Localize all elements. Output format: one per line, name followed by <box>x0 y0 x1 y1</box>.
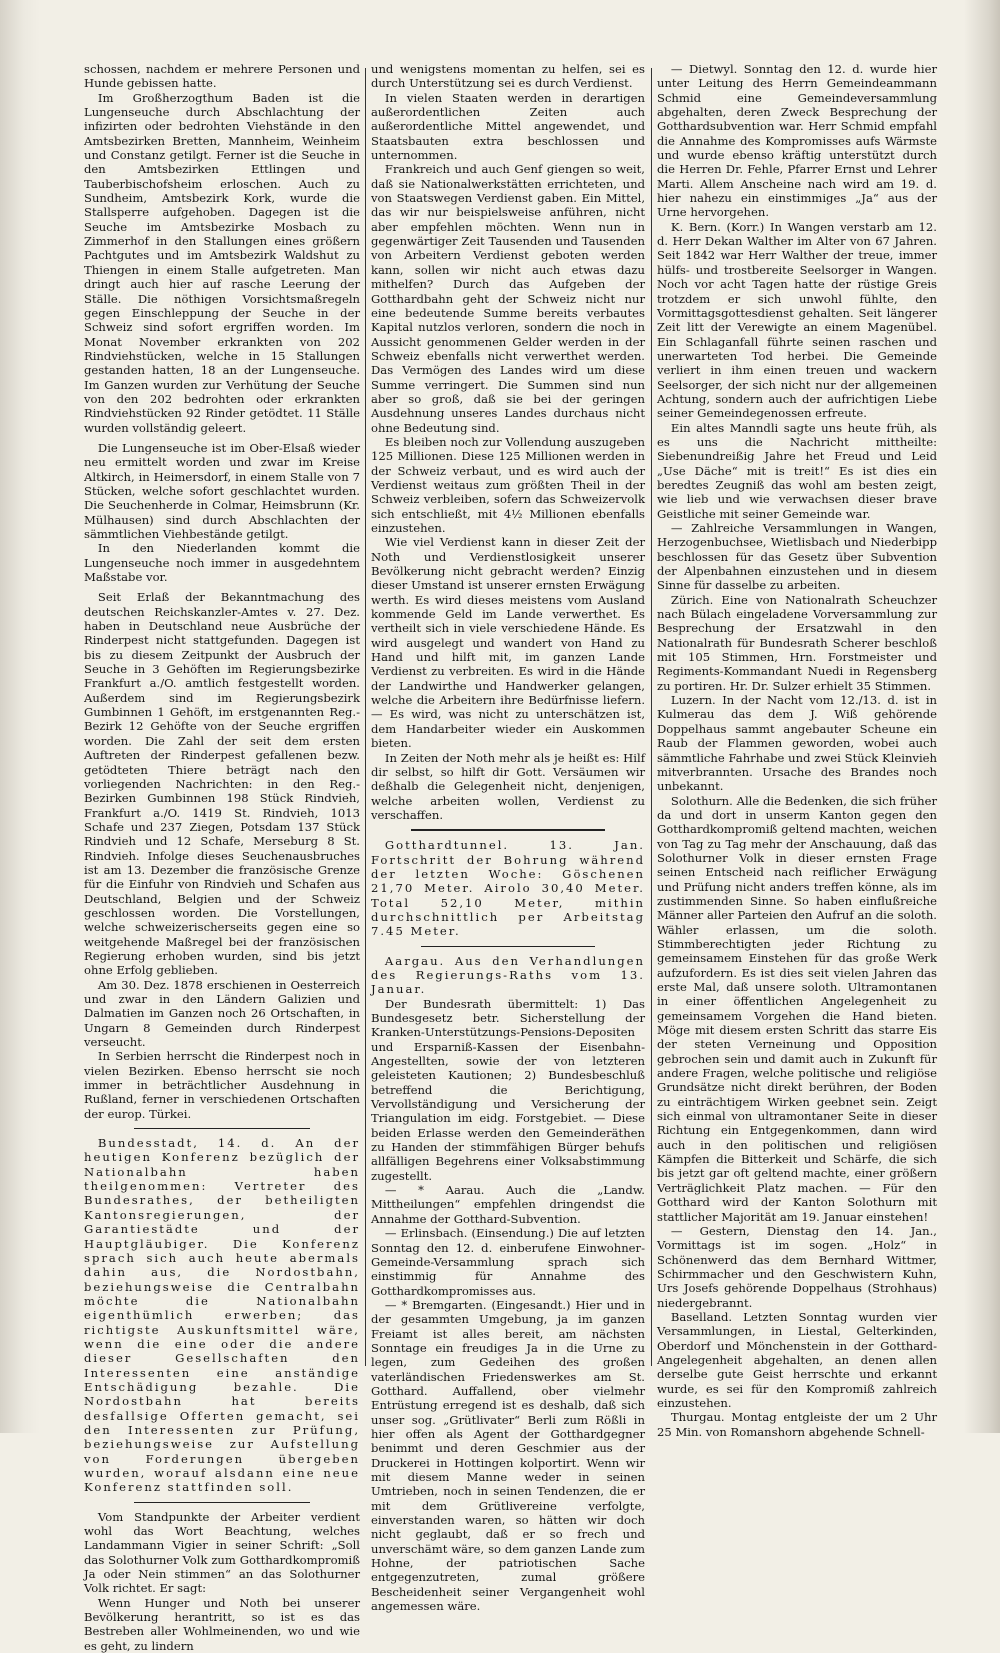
article-thurgau: Thurgau. Montag entgleiste der um 2 Uhr 25 Min. von Romanshorn abgehende Schnell- <box>657 1410 937 1439</box>
page-edge-shadow <box>964 0 1000 1433</box>
paragraph: Es bleiben noch zur Vollendung auszugeben 125 Millionen. Diese 125 Millionen werden in der Schweiz verbaut, und es wird auch der Verdienst weitaus zum größten Theil in der Schweiz verbleiben, sofern das Schweizervolk sich entschließt, mit 4½ Millionen ebenfalls einzustehen. <box>371 434 645 535</box>
middle-column <box>371 62 645 1614</box>
paragraph: Der Bundesrath übermittelt: 1) Das Bundesgesetz betr. Sicherstellung der Kranken-Unterstützungs-Pensions-Depositen und Ersparniß-Kassen der Eisenbahn-Angestellten, sowie der von letzteren geleisteten Kautionen; 2) Bundesbeschluß betreffend die Berichtigung, Vervollständigung und Versicherung der Triangulation im eidg. Forstgebiet. — Diese beiden Erlasse werden den Gemeinderäthen zu Handen der stimmfähigen Bürger behufs allfälligen Begehrens einer Volksabstimmung zugestellt. <box>371 996 645 1183</box>
article-bern: K. Bern. (Korr.) In Wangen verstarb am 12. d. Herr Dekan Walther im Alter von 67 Jahren. Seit 1842 war Herr Walther der treue, immer hülfs- und trostbereite Seelsorger in Wangen. Noch vor acht Tagen hatte der rüstige Greis trotzdem er sich unwohl fühlte, den Vormittagsgottesdienst gehalten. Seit längerer Zeit litt der Verewigte an einem Magenübel. Ein Schlaganfall führte seinen raschen und unerwarteten Tod herbei. Die Gemeinde verliert in ihm einen treuen und wackern Seelsorger, der sich nicht nur der allgemeinen Achtung, sondern auch der aufrichtigen Liebe seiner Gemeindegenossen erfreute. <box>657 219 937 421</box>
paragraph: Wenn Hunger und Noth bei unserer Bevölkerung herantritt, so ist es das Bestreben aller Wohlmeinenden, wo und wie es geht, zu lindern <box>84 1595 360 1653</box>
paragraph: schossen, nachdem er mehrere Personen und Hunde gebissen hatte. <box>84 62 360 91</box>
paragraph: In den Niederlanden kommt die Lungenseuche noch immer in ausgedehntem Maßstabe vor. <box>84 541 360 585</box>
right-column <box>657 62 937 1439</box>
article-gotthardtunnel: Gotthardtunnel. 13. Jan. Fortschritt der Bohrung während der letzten Woche: Göschenen 21,70 Meter. Airolo 30,40 Meter. Total 52,10 Meter, mithin durchschnittlich per Arbeitstag 7.45 Meter. <box>371 838 645 939</box>
paragraph: — Zahlreiche Versammlungen in Wangen, Herzogenbuchsee, Wietlisbach und Niederbipp beschlossen für das Gesetz über Subvention der Alpenbahnen einzustehen und in diesem Sinne für dasselbe zu arbeiten. <box>657 521 937 593</box>
paragraph: — Dietwyl. Sonntag den 12. d. wurde hier unter Leitung des Herrn Gemeindeammann Schmid eine Gemeindeversammlung abgehalten, deren Zweck Besprechung der Gotthardsubvention war. Herr Schmid empfahl die Annahme des Kompromisses aufs Wärmste und wurde ebenso kräftig unterstützt durch die Herren Dr. Fehle, Pfarrer Ernst und Lehrer Marti. Allem Anscheine nach wird am 19. d. hier nahezu ein einstimmiges „Ja“ aus der Urne hervorgehen. <box>657 62 937 220</box>
paragraph: In Zeiten der Noth mehr als je heißt es: Hilf dir selbst, so hilft dir Gott. Versäumen wir deßhalb die Gelegenheit nicht, denjenigen, welche arbeiten wollen, Verdienst zu verschaffen. <box>371 750 645 822</box>
left-column <box>84 62 360 1653</box>
paragraph: Die Lungenseuche ist im Ober-Elsaß wieder neu ermittelt worden und zwar im Kreise Altkirch, in Heimersdorf, in einem Stalle von 7 Stücken, welche sofort geschlachtet wurden. Die Seuchenherde in Colmar, Heimsbrunn (Kr. Mülhausen) sind durch Abschlachten der sämmtlichen Viehbestände getilgt. <box>84 440 360 541</box>
article-bundesstadt: Bundesstadt, 14. d. An der heutigen Konferenz bezüglich der Nationalbahn haben theilgenommen: Vertreter des Bundesrathes, der betheiligten Kantonsregierungen, der Garantiestädte und der Hauptgläubiger. Die Konferenz sprach sich auch heute abermals dahin aus, die Nordostbahn, beziehungsweise die Centralbahn möchte die Nationalbahn eigenthümlich erwerben; das richtigste Auskunftsmittel wäre, wenn die eine oder die andere dieser Gesellschaften den Interessenten eine anständige Entschädigung bezahle. Die Nordostbahn hat bereits desfallsige Offerten gemacht, sei den Interessenten zur Prüfung, beziehungsweise zur Aufstellung von Forderungen übergeben wurden, worauf alsdann eine neue Konferenz stattfinden soll. <box>84 1136 360 1495</box>
paragraph: Vom Standpunkte der Arbeiter verdient wohl das Wort Beachtung, welches Landammann Vigier in seiner Schrift: „Soll das Solothurner Volk zum Gotthardkompromiß Ja oder Nein stimmen“ an das Solothurner Volk richtet. Er sagt: <box>84 1509 360 1596</box>
paragraph: In Serbien herrscht die Rinderpest noch in vielen Bezirken. Ebenso herrscht sie noch immer in beträchtlicher Ausdehnung in Rußland, ferner in verschiedenen Ortschaften der europ. Türkei. <box>84 1049 360 1121</box>
page-spine-shadow <box>0 0 40 1433</box>
paragraph: Ein altes Manndli sagte uns heute früh, als es uns die Nachricht mittheilte: Siebenundreißig Jahre het Freud und Leid „Use Däche“ mit is treit!“ Es ist dies ein beredtes Zeugniß das wohl am besten zeigt, wie lieb und wie verwachsen dieser brave Geistliche mit seiner Gemeinde war. <box>657 420 937 521</box>
paragraph: Frankreich und auch Genf giengen so weit, daß sie Nationalwerkstätten errichteten, und von Staatswegen Verdienst gaben. Ein Mittel, das wir nur beispielsweise anführen, nicht aber empfehlen möchten. Wenn nun in gegenwärtiger Zeit Tausenden und Tausenden von Arbeitern Verdienst geboten werden kann, sollen wir nicht auch etwas dazu mithelfen? Durch das Aufgeben der Gotthardbahn geht der Schweiz nicht nur eine bedeutende Summe bereits verbautes Kapital nutzlos verloren, sondern die noch in Aussicht genommenen Gelder werden in der Schweiz ebenfalls nicht verwerthet werden. Das Vermögen des Landes wird um diese Summe verringert. Die Summen sind nun aber so groß, daß sie bei der geringen Ausdehnung unseres Landes durchaus nicht ohne Bedeutung sind. <box>371 162 645 435</box>
section-divider <box>134 1128 310 1129</box>
paragraph: In vielen Staaten werden in derartigen außerordentlichen Zeiten auch außerordentliche Mittel angewendet, und Staatsbauten extra beschlossen und unternommen. <box>371 90 645 163</box>
section-divider <box>411 829 605 831</box>
article-luzern: Luzern. In der Nacht vom 12./13. d. ist in Kulmerau das dem J. Wiß gehörende Doppelhaus sammt angebauter Scheune ein Raub der Flammen geworden, wobei auch sämmtliche Fahrhabe und zwei Stück Kleinvieh mitverbrannten. Ursache des Brandes noch unbekannt. <box>657 693 937 794</box>
column-rule <box>651 68 652 1366</box>
paragraph: — Gestern, Dienstag den 14. Jan., Vormittags ist im sogen. „Holz“ in Schönenwerd das dem Bernhard Wittmer, Schirmmacher und den Geschwistern Kuhn, Urs Josefs gehörende Doppelhaus (Strohhaus) niedergebrannt. <box>657 1223 937 1310</box>
article-baselland: Baselland. Letzten Sonntag wurden vier Versammlungen, in Liestal, Gelterkinden, Oberdorf und Mönchenstein in der Gotthard-Angelegenheit abgehalten, an denen allen derselbe gute Geist herrschte und erkannt wurde, es sei für den Kompromiß zahlreich einzustehen. <box>657 1309 937 1410</box>
paragraph: Am 30. Dez. 1878 erschienen in Oesterreich und zwar in den Ländern Galizien und Dalmatien im Ganzen noch 26 Ortschaften, in Ungarn 8 Gemeinden durch Rinderpest verseucht. <box>84 977 360 1050</box>
section-divider <box>421 946 595 947</box>
column-rule <box>365 68 366 1366</box>
article-zuerich: Zürich. Eine von Nationalrath Scheuchzer nach Bülach eingeladene Vorversammlung zur Besprechung der Ersatzwahl in den Nationalrath für Bundesrath Scherer beschloß mit 105 Stimmen, Hrn. Forstmeister und Regiments-Kommandant Nuedi in Regensberg zu portiren. Hr. Dr. Sulzer erhielt 35 Stimmen. <box>657 592 937 693</box>
paragraph: und wenigstens momentan zu helfen, sei es durch Unterstützung sei es durch Verdienst. <box>371 62 645 91</box>
section-divider <box>134 1502 310 1503</box>
paragraph: — * Aarau. Auch die „Landw. Mittheilungen“ empfehlen dringendst die Annahme der Gotthard-Subvention. <box>371 1183 645 1226</box>
paragraph: — Erlinsbach. (Einsendung.) Die auf letzten Sonntag den 12. d. einberufene Einwohner-Gemeinde-Versammlung sprach sich einstimmig für Annahme des Gotthardkompromisses aus. <box>371 1226 645 1298</box>
paragraph: Seit Erlaß der Bekanntmachung des deutschen Reichskanzler-Amtes v. 27. Dez. haben in Deutschland neue Ausbrüche der Rinderpest nicht stattgefunden. Dagegen ist bis zu diesem Zeitpunkt der Ausbruch der Seuche in 3 Gehöften im Regierungsbezirke Frankfurt a./O. amtlich festgestellt worden. Außerdem sind im Regierungsbezirk Gumbinnen 1 Gehöft, im erstgenannten Reg.-Bezirk 12 Gehöfte von der Seuche ergriffen worden. Die Zahl der seit dem ersten Auftreten der Rinderpest gefallenen bezw. getödteten Thiere beträgt nach den vorliegenden Nachrichten: in den Reg.-Bezirken Gumbinnen 198 Stück Rindvieh, Frankfurt a./O. 1419 St. Rindvieh, 1013 Schafe und 237 Ziegen, Potsdam 137 Stück Rindvieh und 12 Schafe, Merseburg 8 St. Rindvieh. Infolge dieses Seuchenausbruches ist am 13. Dezember die französische Grenze für die Einfuhr von Rindvieh und Schafen aus Deutschland, Belgien und der Schweiz geschlossen worden. Die Vorstellungen, welche schweizerischerseits gegen eine so weitgehende Maßregel bei der französischen Regierung erhoben wurden, sind bis jetzt ohne Erfolg geblieben. <box>84 590 360 978</box>
paragraph: — * Bremgarten. (Eingesandt.) Hier und in der gesammten Umgebung, ja im ganzen Freiamt ist alles bereit, am nächsten Sonntage ein freudiges Ja in die Urne zu legen, zum Gedeihen des großen vaterländischen Friedenswerkes am St. Gotthard. Auffallend, ober vielmehr Entrüstung erregend ist es deshalb, daß sich unser sog. „Grütlivater“ Berli zum Rößli in hier offen als Agent der Gotthardgegner benimmt und deren Geschmier aus der Druckerei in Hottingen kolportirt. Wenn wir mit diesem Manne weder in seinen Umtrieben, noch in seinen Tendenzen, die er mit dem Grütlivereine verfolgte, einverstanden waren, so hätten wir doch nicht geglaubt, daß er so frech und unverschämt wäre, so dem ganzen Lande zum Hohne, der patriotischen Sache entgegenzutreten, zumal größere Bescheidenheit seiner Vergangenheit wohl angemessen wäre. <box>371 1297 645 1614</box>
paragraph: Wie viel Verdienst kann in dieser Zeit der Noth und Verdienstlosigkeit unserer Bevölkerung nicht gebracht werden? Einzig dieser Umstand ist unserer ernsten Erwägung werth. Es wird dieses meistens vom Ausland kommende Geld im Lande verwerthet. Es vertheilt sich in viele verschiedene Hände. Es wird ausgelegt und wandert von Hand zu Hand und hilft mit, im ganzen Lande Verdienst zu verbreiten. Es wird in die Hände der Landwirthe und Handwerker gelangen, welche die Arbeitern ihre Bedürfnisse liefern. — Es wird, was nicht zu unterschätzen ist, dem Handarbeiter wieder ein Auskommen bieten. <box>371 535 645 751</box>
article-solothurn: Solothurn. Alle die Bedenken, die sich früher da und dort in unserm Kanton gegen den Gotthardkompromiß geltend machten, weichen von Tag zu Tag mehr der Anschauung, daß das Solothurner Volk in dieser ernsten Frage seinen Entscheid nach reiflicher Erwägung und Prüfung nicht anders treffen könne, als im zustimmenden Sinne. So haben einflußreiche Männer aller Parteien den Aufruf an die soloth. Wähler erlassen, um die soloth. Stimmberechtigten jeder Richtung zu gemeinsamem Einstehen für das große Werk aufzufordern. Es ist dies seit vielen Jahren das erste Mal, daß unsere soloth. Ultramontanen in einer öffentlichen Angelegenheit zu gemeinsamem Vorgehen die Hand bieten. Möge mit diesem ersten Schritt das starre Eis der steten Verneinung und Opposition gebrochen sein und damit auch in Zukunft für andere Fragen, welche politische und religiöse Grundsätze nicht direkt berühren, der Boden zu einträchtigem Wirken geebnet sein. Zeigt sich einmal von ultramontaner Seite in dieser Richtung ein Entgegenkommen, dann wird auch in den politischen und religiösen Kämpfen die Bitterkeit und Schärfe, die sich bis jetzt gar oft geltend machte, einer größern Verträglichkeit Platz machen. — Für den Gotthard wird der Kanton Solothurn mit stattlicher Majorität am 19. Januar einstehen! <box>657 793 937 1224</box>
paragraph: Im Großherzogthum Baden ist die Lungenseuche durch Abschlachtung der infizirten oder bedrohten Viehstände in den Amtsbezirken Bretten, Mannheim, Weinheim und Constanz getilgt. Ferner ist die Seuche in den Amtsbezirken Ettlingen und Tauberbischofsheim erloschen. Auch zu Sundheim, Amtsbezirk Kork, wurde die Stallsperre aufgehoben. Dagegen ist die Seuche im Amtsbezirke Mosbach zu Zimmerhof in den Stallungen eines größern Pachtgutes und im Amtsbezirk Waldshut zu Thiengen in einem Stalle aufgetreten. Man dringt auch hier auf rasche Leerung der Ställe. Die nöthigen Vorsichtsmaßregeln gegen Einschleppung der Seuche in der Schweiz sind sofort ergriffen worden. Im Monat November erkrankten von 202 Rindviehstücken, welche in 15 Stallungen gestanden hatten, 18 an der Lungenseuche. Im Ganzen wurden zur Verhütung der Seuche von den 202 bedrohten oder erkrankten Rindviehstücken 92 Rinder getödtet. 11 Ställe wurden vollständig geleert. <box>84 90 360 435</box>
article-aargau-heading: Aargau. Aus den Verhandlungen des Regierungs-Raths vom 13. Januar. <box>371 953 645 997</box>
